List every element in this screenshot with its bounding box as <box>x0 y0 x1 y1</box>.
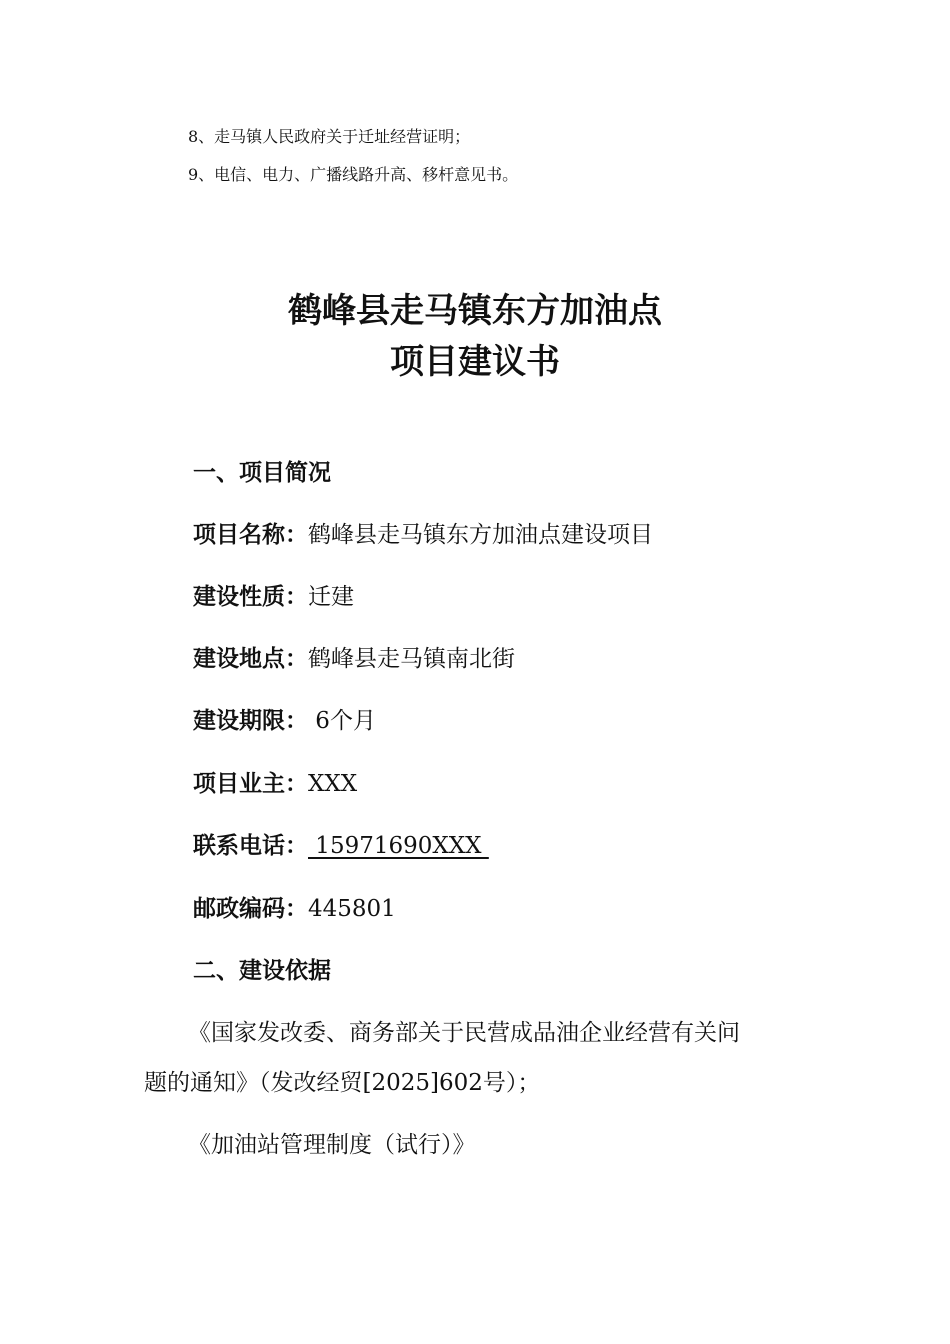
field-construction-site <box>193 644 515 674</box>
field-value: 鹤峰县走马镇南北街 <box>308 646 515 672</box>
list-item-9: 9、电信、电力、广播线路升高、移杆意见书。 <box>188 165 519 184</box>
paragraph-basis-2: 《加油站管理制度（试行）》 <box>188 1132 476 1158</box>
field-postal-code <box>193 894 396 924</box>
field-value: 445801 <box>308 896 396 922</box>
field-label: 项目业主： <box>193 771 308 797</box>
paragraph-basis-1-line2: 题的通知》（发改经贸[2025]602号）； <box>144 1070 541 1096</box>
field-label: 邮政编码： <box>193 896 308 922</box>
section-heading-basis: 二、建设依据 <box>193 958 331 984</box>
document-title-line1: 鹤峰县走马镇东方加油点 <box>288 291 662 331</box>
field-value: 迁建 <box>308 584 354 610</box>
field-label: 建设地点： <box>193 646 308 672</box>
document-title-line2: 项目建议书 <box>390 342 560 382</box>
field-construction-period <box>193 706 376 736</box>
field-project-name <box>193 520 653 550</box>
paragraph-basis-1-line1: 《国家发改委、商务部关于民营成品油企业经营有关问 <box>188 1020 740 1046</box>
field-value: 6个月 <box>308 708 376 734</box>
field-value: 鹤峰县走马镇东方加油点建设项目 <box>308 522 653 548</box>
section-heading-overview: 一、项目简况 <box>193 460 331 486</box>
list-item-8: 8、走马镇人民政府关于迁址经营证明； <box>188 127 471 146</box>
field-construction-type <box>193 582 354 612</box>
field-label: 建设性质： <box>193 584 308 610</box>
field-label: 项目名称： <box>193 522 308 548</box>
field-value: XXX <box>308 771 358 797</box>
field-label: 联系电话： <box>193 833 308 859</box>
field-label: 建设期限： <box>193 708 308 734</box>
field-project-owner <box>193 769 357 799</box>
field-contact-phone <box>193 831 489 861</box>
field-value: 15971690XXX <box>308 833 489 859</box>
